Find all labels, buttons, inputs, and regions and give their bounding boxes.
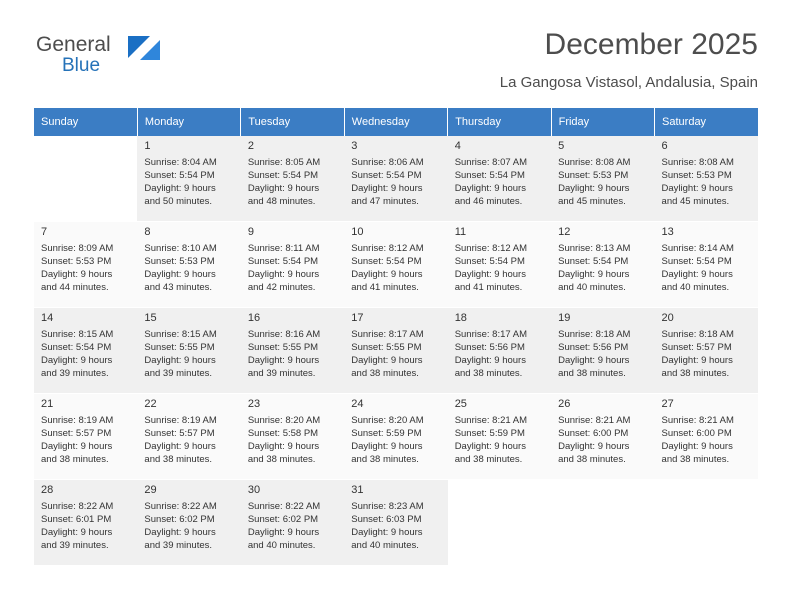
day-detail-line: Sunrise: 8:07 AM — [454, 157, 528, 168]
day-detail-line: Daylight: 9 hours — [41, 355, 113, 366]
day-detail-line: and 38 minutes. — [661, 368, 730, 379]
day-detail-line: Sunrise: 8:22 AM — [41, 501, 114, 512]
day-detail-line: Daylight: 9 hours — [144, 269, 216, 280]
day-detail-line: Sunrise: 8:13 AM — [558, 243, 631, 254]
day-detail-line: Sunrise: 8:19 AM — [144, 415, 217, 426]
day-detail-line: Daylight: 9 hours — [454, 183, 526, 194]
day-number: 29 — [144, 484, 157, 496]
day-detail-line: and 39 minutes. — [41, 540, 109, 551]
day-detail-line: Sunset: 5:57 PM — [144, 428, 215, 439]
day-detail-line: Sunset: 5:54 PM — [661, 256, 732, 267]
day-detail-line: Sunrise: 8:14 AM — [661, 243, 734, 254]
day-number: 10 — [351, 226, 364, 238]
day-detail-line: and 39 minutes. — [144, 368, 213, 379]
day-detail-line: Sunset: 5:54 PM — [41, 342, 112, 353]
day-detail-line: and 39 minutes. — [247, 368, 316, 379]
day-detail-line: Daylight: 9 hours — [41, 527, 113, 538]
day-number: 16 — [247, 312, 261, 324]
day-detail-line: Sunset: 6:02 PM — [144, 514, 215, 525]
day-detail-line: Daylight: 9 hours — [144, 527, 216, 538]
calendar-day-cell[interactable] — [241, 136, 344, 222]
weekday-header-monday: Monday — [137, 108, 240, 136]
day-number: 12 — [558, 226, 571, 238]
day-detail-line: Daylight: 9 hours — [351, 441, 423, 452]
day-number: 11 — [454, 226, 467, 238]
weekday-header-saturday: Saturday — [655, 108, 758, 136]
day-detail-line: Sunset: 6:01 PM — [41, 514, 112, 525]
page-title: December 2025 — [544, 28, 758, 61]
day-number: 18 — [454, 312, 467, 324]
day-detail-line: Sunrise: 8:17 AM — [351, 329, 424, 340]
day-detail-line: Sunrise: 8:18 AM — [558, 329, 631, 340]
day-detail-line: Sunrise: 8:17 AM — [454, 329, 528, 340]
calendar-empty-cell — [448, 480, 551, 566]
day-detail-line: Sunrise: 8:21 AM — [661, 415, 734, 426]
day-detail-line: Sunset: 5:54 PM — [351, 256, 422, 267]
brand-name-general: General — [36, 33, 111, 56]
day-detail-line: Sunset: 5:55 PM — [247, 342, 319, 353]
day-detail-line: Sunset: 5:54 PM — [351, 170, 422, 181]
day-detail-line: Daylight: 9 hours — [454, 355, 526, 366]
calendar-body — [34, 136, 758, 566]
day-detail-line: and 39 minutes. — [144, 540, 213, 551]
day-number: 9 — [247, 226, 254, 238]
day-detail-line: Sunrise: 8:11 AM — [247, 243, 320, 254]
day-detail-line: Sunset: 5:55 PM — [351, 342, 422, 353]
calendar-day-cell[interactable] — [34, 394, 137, 480]
day-detail-line: Daylight: 9 hours — [661, 269, 733, 280]
day-detail-line: Daylight: 9 hours — [558, 441, 630, 452]
weekday-header-row — [34, 108, 758, 136]
calendar-day-cell[interactable] — [655, 308, 758, 394]
day-number: 19 — [558, 312, 571, 324]
flag-icon — [128, 36, 162, 62]
day-detail-line: Sunrise: 8:15 AM — [41, 329, 114, 340]
weekday-header-thursday: Thursday — [448, 108, 551, 136]
day-detail-line: Daylight: 9 hours — [247, 441, 320, 452]
day-detail-line: and 41 minutes. — [351, 282, 419, 293]
day-number: 17 — [351, 312, 364, 324]
day-detail-line: Daylight: 9 hours — [558, 183, 630, 194]
day-detail-line: and 41 minutes. — [454, 282, 523, 293]
day-number: 30 — [247, 484, 261, 496]
calendar-empty-cell — [551, 480, 654, 566]
day-detail-line: Sunrise: 8:22 AM — [247, 501, 321, 512]
calendar-day-cell[interactable] — [137, 136, 240, 222]
day-detail-line: and 38 minutes. — [558, 368, 626, 379]
calendar-day-cell[interactable] — [551, 222, 654, 308]
day-detail-line: and 50 minutes. — [144, 196, 213, 207]
day-detail-line: Sunrise: 8:12 AM — [454, 243, 528, 254]
day-detail-line: and 38 minutes. — [144, 454, 213, 465]
weekday-header-tuesday: Tuesday — [241, 108, 344, 136]
calendar-day-cell[interactable] — [344, 480, 447, 566]
weekday-header-friday: Friday — [551, 108, 654, 136]
calendar-day-cell[interactable] — [344, 394, 447, 480]
day-detail-line: Daylight: 9 hours — [661, 183, 733, 194]
day-detail-line: Daylight: 9 hours — [144, 441, 216, 452]
day-detail-line: Sunset: 5:56 PM — [558, 342, 629, 353]
day-detail-line: Sunrise: 8:04 AM — [144, 157, 217, 168]
day-detail-line: and 38 minutes. — [41, 454, 109, 465]
calendar-day-cell[interactable] — [344, 308, 447, 394]
calendar-day-cell[interactable] — [137, 394, 240, 480]
day-detail-line: Sunrise: 8:05 AM — [247, 157, 321, 168]
day-detail-line: Sunset: 5:57 PM — [41, 428, 112, 439]
day-detail-line: Sunrise: 8:10 AM — [144, 243, 217, 254]
day-detail-line: and 38 minutes. — [351, 368, 419, 379]
day-detail-line: Sunset: 5:54 PM — [247, 170, 319, 181]
day-number: 3 — [351, 140, 358, 152]
day-detail-line: and 40 minutes. — [558, 282, 626, 293]
day-detail-line: Sunrise: 8:16 AM — [247, 329, 321, 340]
day-detail-line: Sunrise: 8:23 AM — [351, 501, 424, 512]
calendar-day-cell[interactable] — [448, 308, 551, 394]
day-number: 7 — [41, 226, 48, 238]
day-detail-line: Sunset: 5:59 PM — [454, 428, 525, 439]
calendar-day-cell[interactable] — [551, 394, 654, 480]
day-number: 15 — [144, 312, 157, 324]
calendar-day-cell[interactable] — [655, 222, 758, 308]
day-detail-line: Daylight: 9 hours — [661, 355, 733, 366]
day-detail-line: Sunrise: 8:18 AM — [661, 329, 734, 340]
day-detail-line: Daylight: 9 hours — [247, 355, 320, 366]
day-detail-line: Daylight: 9 hours — [144, 355, 216, 366]
calendar-day-cell[interactable] — [551, 136, 654, 222]
day-detail-line: and 45 minutes. — [558, 196, 626, 207]
calendar-day-cell[interactable] — [448, 394, 551, 480]
day-detail-line: Daylight: 9 hours — [661, 441, 733, 452]
day-number: 21 — [41, 398, 54, 410]
brand-name-blue: Blue — [62, 55, 101, 76]
calendar-week-row — [34, 480, 758, 566]
day-detail-line: and 40 minutes. — [247, 540, 316, 551]
day-detail-line: Sunset: 5:54 PM — [144, 170, 215, 181]
day-detail-line: Daylight: 9 hours — [558, 269, 630, 280]
day-detail-line: Sunset: 5:53 PM — [41, 256, 112, 267]
weekday-header-sunday: Sunday — [34, 108, 137, 136]
day-detail-line: and 42 minutes. — [247, 282, 316, 293]
day-detail-line: and 40 minutes. — [661, 282, 730, 293]
day-number: 25 — [454, 398, 467, 410]
calendar-day-cell[interactable] — [551, 308, 654, 394]
day-detail-line: Sunrise: 8:08 AM — [558, 157, 631, 168]
day-detail-line: Sunrise: 8:20 AM — [351, 415, 424, 426]
day-detail-line: and 43 minutes. — [144, 282, 213, 293]
day-detail-line: and 38 minutes. — [454, 454, 523, 465]
day-detail-line: Daylight: 9 hours — [351, 527, 423, 538]
day-detail-line: Daylight: 9 hours — [41, 441, 113, 452]
calendar-day-cell[interactable] — [448, 222, 551, 308]
sun-times-calendar — [34, 108, 758, 566]
day-detail-line: Sunrise: 8:20 AM — [247, 415, 321, 426]
day-detail-line: Sunset: 5:54 PM — [454, 256, 525, 267]
calendar-day-cell[interactable] — [137, 308, 240, 394]
day-number: 23 — [247, 398, 261, 410]
day-detail-line: and 38 minutes. — [351, 454, 419, 465]
day-number: 24 — [351, 398, 364, 410]
calendar-week-row — [34, 394, 758, 480]
day-detail-line: Sunset: 5:54 PM — [454, 170, 525, 181]
day-detail-line: Daylight: 9 hours — [454, 441, 526, 452]
day-detail-line: Sunset: 5:54 PM — [558, 256, 629, 267]
day-detail-line: and 48 minutes. — [247, 196, 316, 207]
day-number: 22 — [144, 398, 157, 410]
calendar-week-row — [34, 136, 758, 222]
location-subtitle: La Gangosa Vistasol, Andalusia, Spain — [499, 74, 758, 91]
calendar-day-cell[interactable] — [241, 308, 344, 394]
weekday-header-wednesday: Wednesday — [344, 108, 447, 136]
day-detail-line: and 47 minutes. — [351, 196, 419, 207]
calendar-day-cell[interactable] — [137, 480, 240, 566]
calendar-week-row — [34, 222, 758, 308]
day-detail-line: Sunset: 5:53 PM — [144, 256, 215, 267]
day-number: 13 — [661, 226, 674, 238]
calendar-day-cell[interactable] — [655, 394, 758, 480]
calendar-day-cell[interactable] — [448, 136, 551, 222]
day-detail-line: Daylight: 9 hours — [41, 269, 113, 280]
calendar-day-cell[interactable] — [241, 394, 344, 480]
day-detail-line: Sunset: 5:53 PM — [558, 170, 629, 181]
day-number: 4 — [454, 140, 461, 152]
calendar-day-cell[interactable] — [241, 480, 344, 566]
day-detail-line: Sunset: 5:55 PM — [144, 342, 215, 353]
calendar-day-cell[interactable] — [655, 136, 758, 222]
day-detail-line: and 44 minutes. — [41, 282, 109, 293]
day-number: 6 — [661, 140, 668, 152]
calendar-day-cell[interactable] — [344, 136, 447, 222]
day-detail-line: Daylight: 9 hours — [247, 527, 320, 538]
day-number: 20 — [661, 312, 674, 324]
day-number: 8 — [144, 226, 151, 238]
day-detail-line: and 45 minutes. — [661, 196, 730, 207]
day-detail-line: and 38 minutes. — [661, 454, 730, 465]
day-detail-line: Daylight: 9 hours — [247, 183, 320, 194]
day-detail-line: Sunset: 6:00 PM — [558, 428, 629, 439]
calendar-day-cell[interactable] — [34, 308, 137, 394]
day-number: 14 — [41, 312, 54, 324]
brand-logo — [36, 34, 216, 90]
day-detail-line: Daylight: 9 hours — [351, 269, 423, 280]
calendar-day-cell[interactable] — [137, 222, 240, 308]
day-detail-line: Sunset: 5:57 PM — [661, 342, 732, 353]
day-detail-line: and 40 minutes. — [351, 540, 419, 551]
calendar-day-cell[interactable] — [34, 480, 137, 566]
day-detail-line: Sunrise: 8:08 AM — [661, 157, 734, 168]
day-number: 1 — [144, 140, 151, 152]
day-detail-line: Daylight: 9 hours — [454, 269, 526, 280]
day-detail-line: and 46 minutes. — [454, 196, 523, 207]
day-detail-line: Sunrise: 8:21 AM — [454, 415, 528, 426]
day-detail-line: and 38 minutes. — [454, 368, 523, 379]
day-detail-line: Sunrise: 8:22 AM — [144, 501, 217, 512]
day-number: 26 — [558, 398, 571, 410]
day-detail-line: and 38 minutes. — [247, 454, 316, 465]
day-detail-line: Daylight: 9 hours — [558, 355, 630, 366]
title-block — [500, 26, 758, 94]
day-number: 31 — [351, 484, 364, 496]
day-detail-line: Sunset: 5:58 PM — [247, 428, 319, 439]
day-number: 28 — [41, 484, 54, 496]
day-detail-line: Sunset: 6:02 PM — [247, 514, 319, 525]
day-detail-line: and 39 minutes. — [41, 368, 109, 379]
calendar-day-cell[interactable] — [241, 222, 344, 308]
day-detail-line: and 38 minutes. — [558, 454, 626, 465]
day-detail-line: Sunrise: 8:15 AM — [144, 329, 217, 340]
day-detail-line: Sunrise: 8:21 AM — [558, 415, 631, 426]
day-number: 2 — [247, 140, 254, 152]
day-detail-line: Sunset: 6:03 PM — [351, 514, 422, 525]
day-detail-line: Daylight: 9 hours — [247, 269, 320, 280]
day-detail-line: Sunset: 5:56 PM — [454, 342, 525, 353]
calendar-week-row — [34, 308, 758, 394]
day-detail-line: Sunrise: 8:19 AM — [41, 415, 114, 426]
calendar-day-cell[interactable] — [34, 222, 137, 308]
day-number: 27 — [661, 398, 674, 410]
day-detail-line: Sunset: 5:54 PM — [247, 256, 319, 267]
day-detail-line: Sunset: 5:53 PM — [661, 170, 732, 181]
day-detail-line: Sunset: 6:00 PM — [661, 428, 732, 439]
calendar-empty-cell — [655, 480, 758, 566]
day-detail-line: Daylight: 9 hours — [351, 183, 423, 194]
day-detail-line: Sunrise: 8:06 AM — [351, 157, 424, 168]
day-detail-line: Sunrise: 8:12 AM — [351, 243, 424, 254]
day-number: 5 — [558, 140, 565, 152]
calendar-empty-cell — [34, 136, 137, 222]
calendar-day-cell[interactable] — [344, 222, 447, 308]
day-detail-line: Sunrise: 8:09 AM — [41, 243, 114, 254]
page-header — [34, 26, 758, 100]
day-detail-line: Daylight: 9 hours — [144, 183, 216, 194]
day-detail-line: Daylight: 9 hours — [351, 355, 423, 366]
day-detail-line: Sunset: 5:59 PM — [351, 428, 422, 439]
